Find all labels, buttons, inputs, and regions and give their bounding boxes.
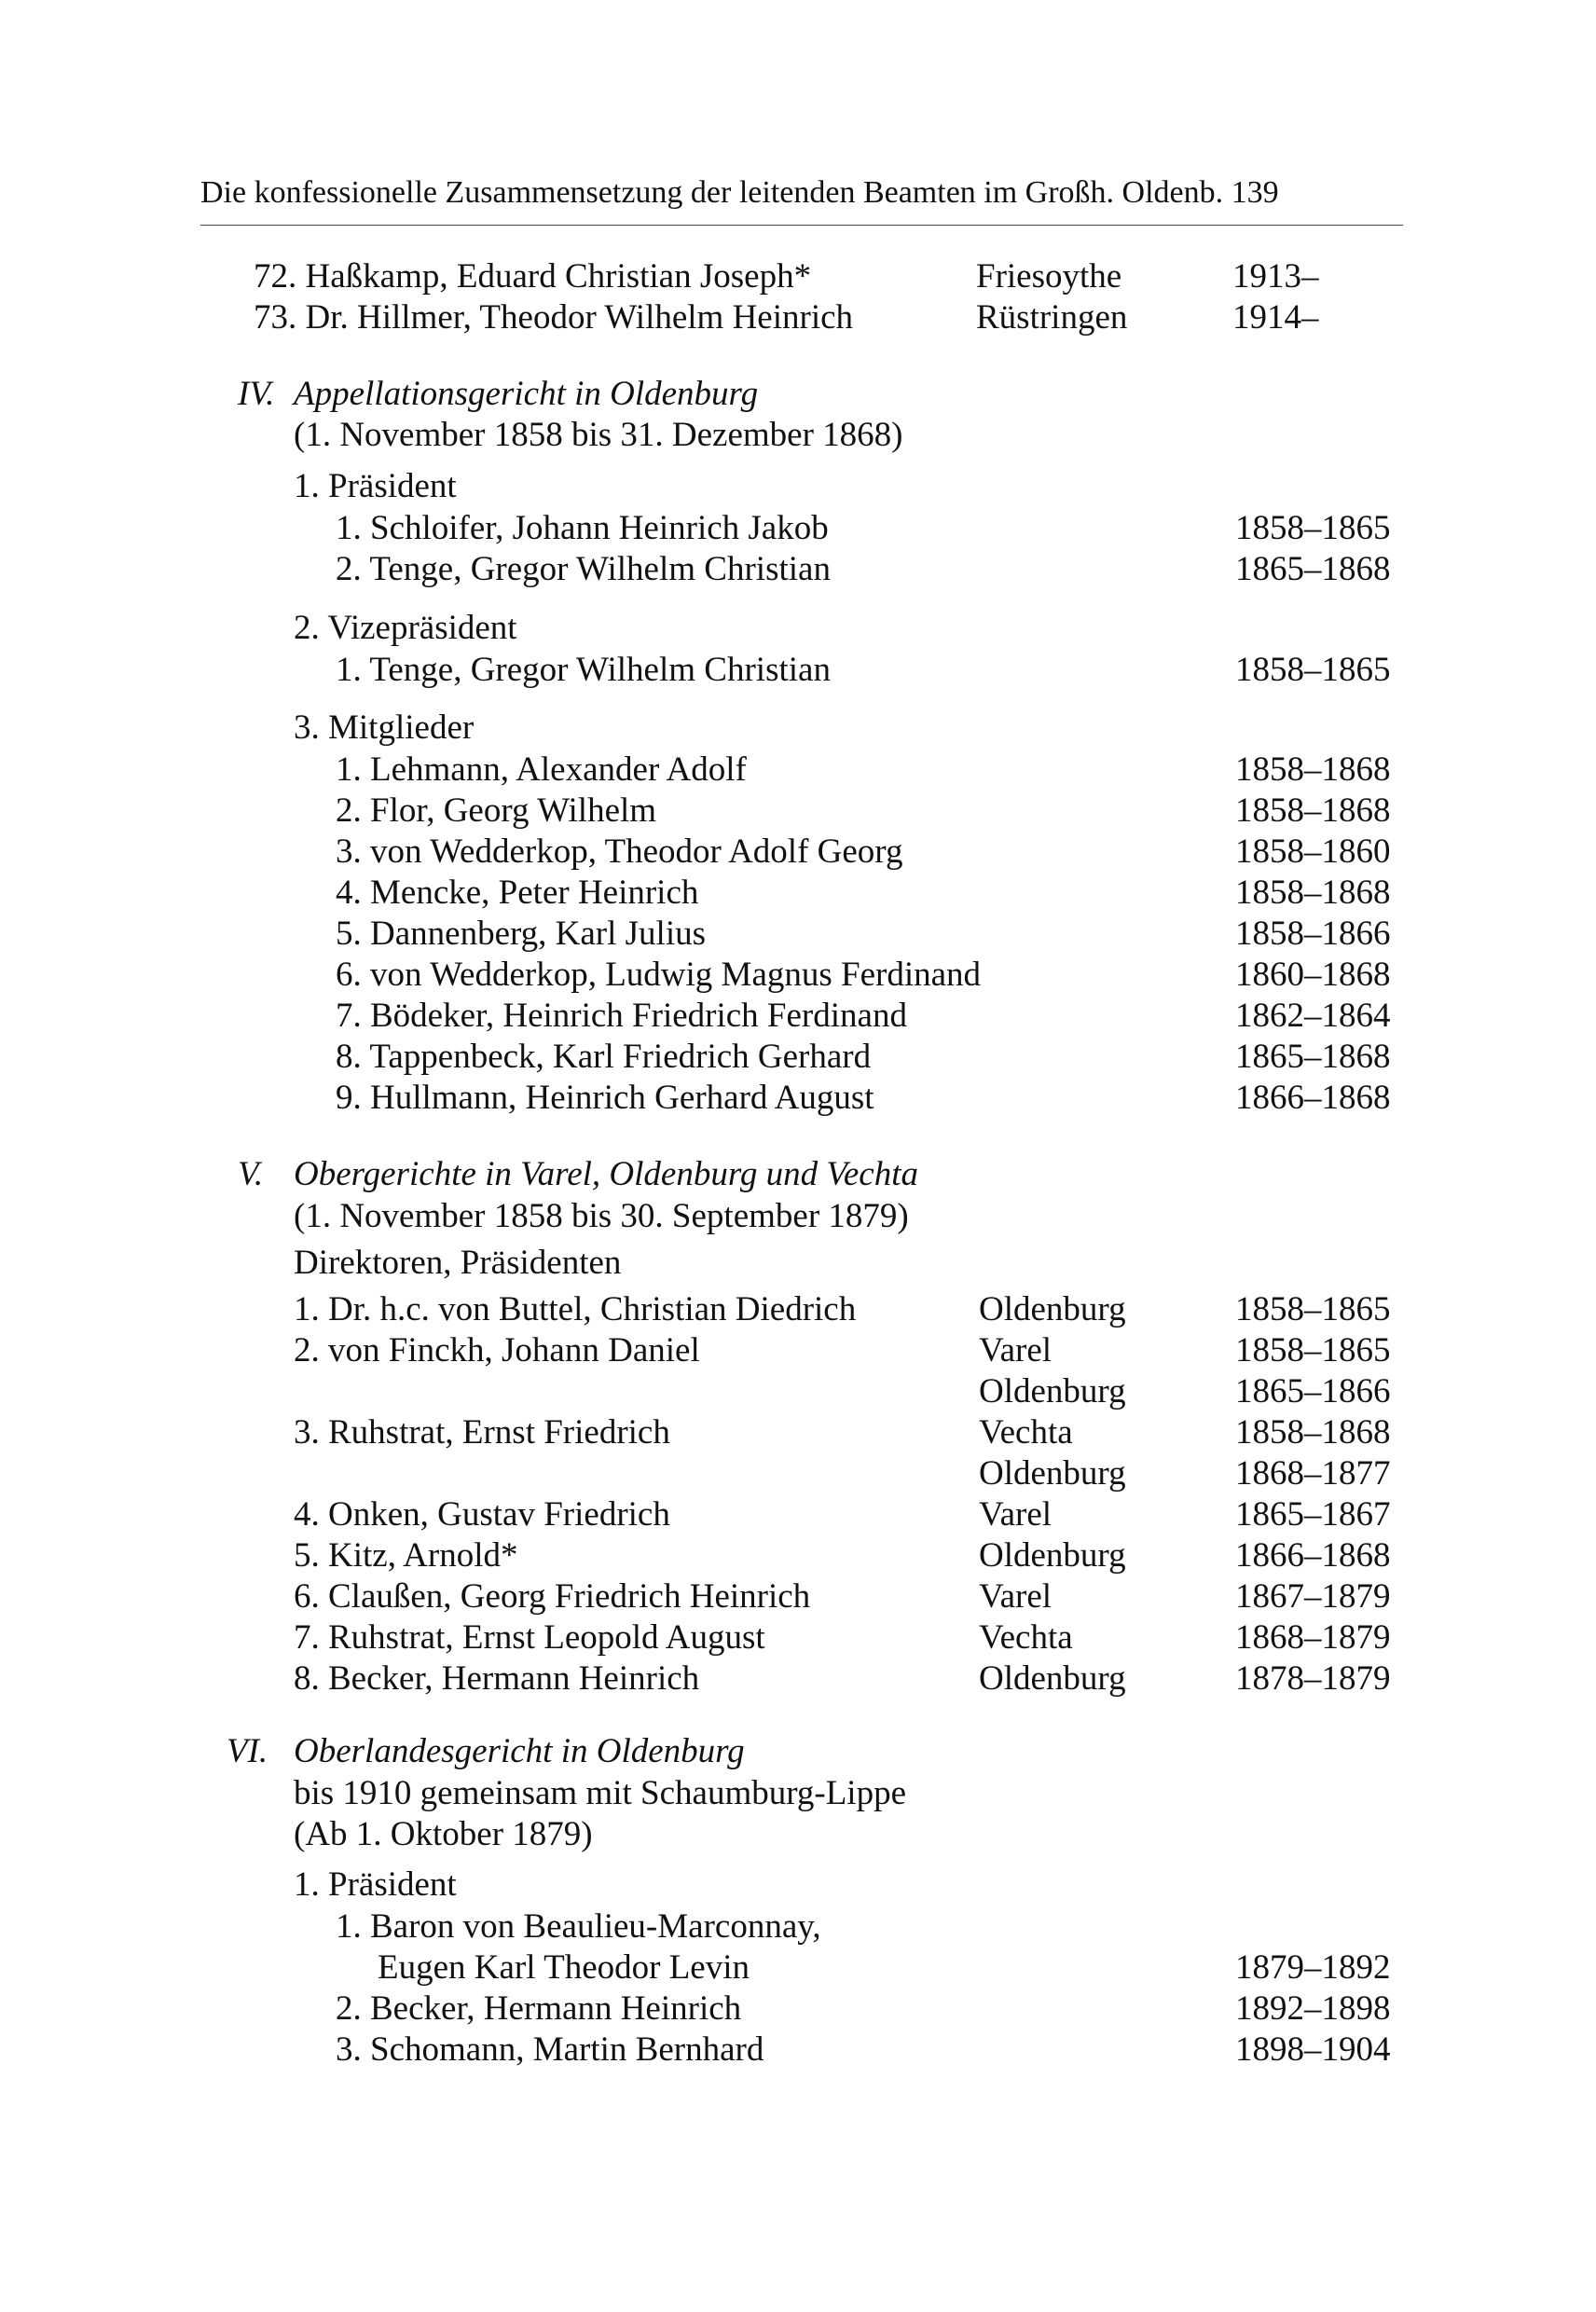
section-period: (1. November 1858 bis 31. Dezember 1868) <box>294 416 903 454</box>
entry-years: 1913– <box>1232 257 1319 296</box>
entry-years: 1892–1898 <box>1235 1989 1391 2028</box>
list-item <box>336 1989 1398 2030</box>
entry-years: 1879–1892 <box>1235 1948 1391 1987</box>
entry-place: Oldenburg <box>979 1290 1126 1328</box>
entry-name: Eugen Karl Theodor Levin <box>378 1948 750 1987</box>
entry-place: Vechta <box>979 1413 1073 1452</box>
entry-name: 72. Haßkamp, Eduard Christian Joseph* <box>254 257 812 296</box>
entry-name: 2. von Finckh, Johann Daniel <box>294 1331 700 1369</box>
header-rule <box>200 225 1403 226</box>
entry-name: 7. Ruhstrat, Ernst Leopold August <box>294 1618 765 1657</box>
group-label: 1. Präsident <box>294 1865 457 1904</box>
list-item <box>336 650 1398 691</box>
entry-years: 1860–1868 <box>1235 956 1391 994</box>
list-item <box>294 1371 1403 1412</box>
list-item <box>294 1494 1403 1535</box>
list-item <box>294 1289 1403 1330</box>
entry-name: 1. Tenge, Gregor Wilhelm Christian <box>336 651 831 689</box>
entry-name: 3. Ruhstrat, Ernst Friedrich <box>294 1413 670 1452</box>
list-item <box>294 1330 1403 1371</box>
entry-years: 1858–1868 <box>1235 1413 1391 1452</box>
group-label: 2. Vizepräsident <box>294 609 517 647</box>
list-item <box>254 256 1410 297</box>
entry-name: 1. Dr. h.c. von Buttel, Christian Diedrich <box>294 1290 857 1328</box>
list-item <box>336 914 1398 955</box>
entry-place: Oldenburg <box>979 1454 1126 1493</box>
entry-name: 3. von Wedderkop, Theodor Adolf Georg <box>336 833 903 871</box>
entry-place: Oldenburg <box>979 1372 1126 1411</box>
entry-years: 1865–1866 <box>1235 1372 1391 1411</box>
entry-years: 1865–1867 <box>1235 1495 1391 1534</box>
list-item <box>336 549 1398 590</box>
entry-place: Varel <box>979 1577 1053 1616</box>
list-item <box>294 1617 1403 1658</box>
entry-years: 1858–1865 <box>1235 1331 1391 1369</box>
entry-years: 1858–1860 <box>1235 833 1391 871</box>
group-label: 1. Präsident <box>294 467 457 505</box>
entry-name: 2. Becker, Hermann Heinrich <box>336 1989 742 2028</box>
list-item <box>294 1576 1403 1617</box>
list-item <box>336 955 1398 996</box>
entry-years: 1868–1879 <box>1235 1618 1391 1657</box>
list-item <box>294 1412 1403 1453</box>
entry-years: 1858–1866 <box>1235 915 1391 953</box>
entry-place: Vechta <box>979 1618 1073 1657</box>
entry-years: 1858–1868 <box>1235 791 1391 830</box>
list-item <box>336 832 1398 873</box>
entry-place: Varel <box>979 1495 1053 1534</box>
entry-name: 3. Schomann, Martin Bernhard <box>336 2030 764 2069</box>
entry-name: 1. Lehmann, Alexander Adolf <box>336 750 747 789</box>
entry-years: 1898–1904 <box>1235 2030 1391 2069</box>
entry-place: Friesoythe <box>976 257 1122 296</box>
entry-name: 73. Dr. Hillmer, Theodor Wilhelm Heinrich <box>254 298 854 337</box>
section-numeral: IV. <box>238 375 275 413</box>
entry-years: 1865–1868 <box>1235 550 1391 588</box>
entry-years: 1865–1868 <box>1235 1038 1391 1076</box>
list-item <box>294 1453 1403 1494</box>
entry-name: 6. von Wedderkop, Ludwig Magnus Ferdinand <box>336 956 982 994</box>
entry-years: 1914– <box>1232 298 1319 337</box>
list-item <box>336 996 1398 1037</box>
entry-name: 8. Becker, Hermann Heinrich <box>294 1659 700 1698</box>
entry-place: Varel <box>979 1331 1053 1369</box>
section-period: (1. November 1858 bis 30. September 1879) <box>294 1197 909 1235</box>
entry-name: 5. Kitz, Arnold* <box>294 1536 518 1575</box>
list-item <box>336 1906 1398 1947</box>
running-head: Die konfessionelle Zusammensetzung der leitenden Beamten im Großh. Oldenb. 139 <box>200 175 1279 210</box>
entry-name: 2. Flor, Georg Wilhelm <box>336 791 657 830</box>
list-item <box>294 1535 1403 1576</box>
list-item <box>254 297 1410 338</box>
list-item <box>336 1078 1398 1119</box>
section-numeral: VI. <box>227 1732 268 1770</box>
entry-place: Oldenburg <box>979 1659 1126 1698</box>
entry-name: 1. Baron von Beaulieu-Marconnay, <box>336 1907 821 1946</box>
entry-years: 1858–1865 <box>1235 1290 1391 1328</box>
section-note: bis 1910 gemeinsam mit Schaumburg-Lippe <box>294 1774 907 1812</box>
group-label: 3. Mitglieder <box>294 709 475 747</box>
entry-name: 5. Dannenberg, Karl Julius <box>336 915 706 953</box>
entry-years: 1858–1868 <box>1235 750 1391 789</box>
entry-years: 1866–1868 <box>1235 1079 1391 1117</box>
entry-years: 1866–1868 <box>1235 1536 1391 1575</box>
entry-years: 1868–1877 <box>1235 1454 1391 1493</box>
entry-place: Rüstringen <box>976 298 1128 337</box>
entry-years: 1858–1868 <box>1235 874 1391 912</box>
section-title: Oberlandesgericht in Oldenburg <box>294 1732 745 1770</box>
entry-name: 4. Mencke, Peter Heinrich <box>336 874 699 912</box>
list-item <box>336 750 1398 791</box>
section-title: Obergerichte in Varel, Oldenburg und Vechta <box>294 1155 918 1193</box>
entry-name: 1. Schloifer, Johann Heinrich Jakob <box>336 509 829 547</box>
entry-name: 7. Bödeker, Heinrich Friedrich Ferdinand <box>336 997 907 1035</box>
list-item <box>336 2030 1398 2071</box>
section-period: (Ab 1. Oktober 1879) <box>294 1815 593 1853</box>
entry-years: 1867–1879 <box>1235 1577 1391 1616</box>
entry-name: 2. Tenge, Gregor Wilhelm Christian <box>336 550 831 588</box>
entry-years: 1878–1879 <box>1235 1659 1391 1698</box>
entry-years: 1858–1865 <box>1235 509 1391 547</box>
entry-name: 9. Hullmann, Heinrich Gerhard August <box>336 1079 874 1117</box>
entry-name: 6. Claußen, Georg Friedrich Heinrich <box>294 1577 811 1616</box>
section-numeral: V. <box>238 1155 264 1193</box>
section-title: Appellationsgericht in Oldenburg <box>294 375 759 413</box>
list-item <box>336 508 1398 549</box>
entry-place: Oldenburg <box>979 1536 1126 1575</box>
entry-name: 4. Onken, Gustav Friedrich <box>294 1495 670 1534</box>
list-item <box>336 791 1398 832</box>
section-sublabel: Direktoren, Präsidenten <box>294 1244 622 1282</box>
list-item <box>336 873 1398 914</box>
entry-years: 1858–1865 <box>1235 651 1391 689</box>
list-item <box>294 1658 1403 1700</box>
entry-years: 1862–1864 <box>1235 997 1391 1035</box>
list-item <box>336 1037 1398 1078</box>
list-item <box>336 1947 1398 1989</box>
entry-name: 8. Tappenbeck, Karl Friedrich Gerhard <box>336 1038 872 1076</box>
